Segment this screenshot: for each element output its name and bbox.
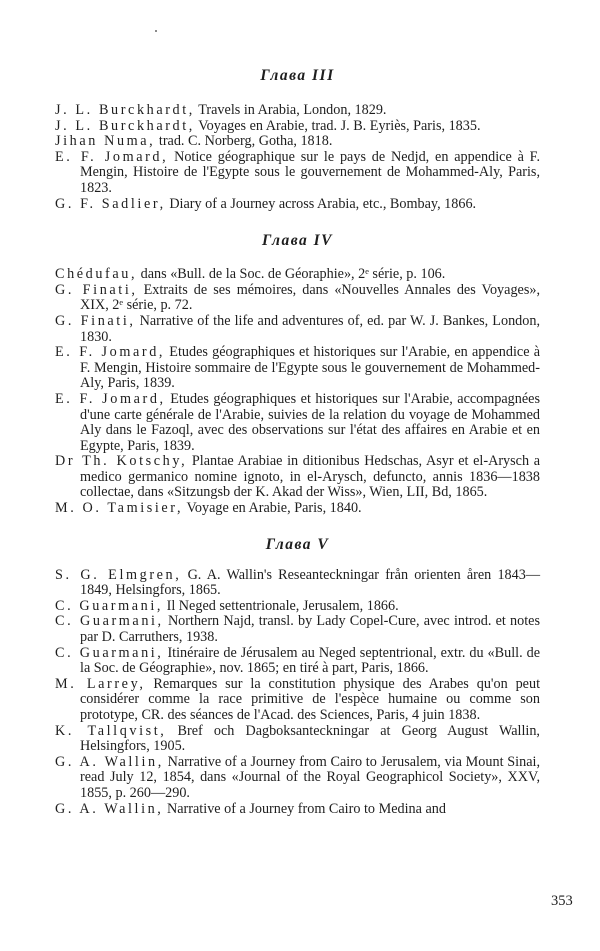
bibliography-entry [55,345,540,392]
bibliography-entry [55,134,540,150]
bibliography-page [55,0,573,909]
chapter-4-heading: Глава IV [261,232,334,250]
bibliography-entry [55,103,540,119]
entry-author: G. A. Wallin, [55,753,164,770]
bibliography-entry [55,197,540,213]
entry-text: Etudes géographiques et historiques sur l'Arabie, en appendice à F. Mengin, Histoire sommaire de l'Egypte sous le gouvernement de Mohammed-Aly, Paris, 1839. [80,344,540,392]
entry-author: C. Guarmani, [55,597,164,614]
entry-text: Extraits de ses mémoires, dans «Nouvelles Annales des Voyages», XIX, 2ᵉ série, p. 72. [80,281,540,314]
chapter-3-entries [55,103,540,212]
chapter-5-heading: Глава V [265,535,330,553]
entry-text: Voyage en Arabie, Paris, 1840. [183,500,362,517]
entry-text: Voyages en Arabie, trad. J. B. Eyriès, Paris, 1835. [194,117,481,134]
entry-text: Plantae Arabiae in ditionibus Hedschas, Asyr et el-Arysch a medico germanico nomine ignoto, in el-Arysch, defuncto, annis 1836—1838 collectae, dans «Sitzungsb der K. Akad der Wiss», Wien, LII, Bd, 1865. [80,453,540,501]
bibliography-entry [55,150,540,197]
chapter-4-entries [55,267,540,517]
bibliography-entry [55,392,540,454]
entry-author: M. O. Tamisier, [55,500,184,517]
entry-author: E. F. Jomard, [55,390,166,407]
entry-author: Chédufau, [55,266,138,283]
entry-text: Narrative of a Journey from Cairo to Medina and [163,800,446,817]
bibliography-entry [55,724,540,755]
entry-author: E. F. Jomard, [55,148,169,165]
entry-text: Bref och Dagboksanteckningar at Georg August Wallin, Helsingfors, 1905. [80,722,540,755]
entry-text: Travels in Arabia, London, 1829. [194,102,387,118]
bibliography-entry [55,568,540,599]
entry-author: Dr Th. Kotschy, [55,453,188,470]
entry-author: C. Guarmani, [55,644,164,661]
bibliography-entry [55,599,540,615]
entry-author: K. Tallqvist, [55,722,167,739]
page-number: 353 [551,893,573,909]
bibliography-entry [55,454,540,501]
bibliography-entry [55,646,540,677]
bibliography-entry [55,614,540,645]
entry-text: G. A. Wallin's Reseanteckningar från orienten åren 1843—1849, Helsingfors, 1865. [80,566,541,599]
entry-text: Northern Najd, transl. by Lady Copel-Cure, avec introd. et notes par D. Carruthers, 1938. [80,613,540,646]
entry-author: G. F. Sadlier, [55,195,166,212]
entry-text: trad. C. Norberg, Gotha, 1818. [155,133,333,150]
entry-author: G. Finati, [55,312,136,329]
entry-author: E. F. Jomard, [55,344,166,361]
bibliography-entry [55,677,540,724]
bibliography-entry [55,755,540,802]
entry-text: dans «Bull. de la Soc. de Géoraphie», 2ᵉ série, p. 106. [137,266,446,283]
entry-author: J. L. Burckhardt, [55,102,195,118]
chapter-3-heading: Глава III [260,67,335,84]
chapter-5-entries [55,568,540,818]
entry-author: S. G. Elmgren, [55,566,182,583]
entry-text: Notice géographique sur le pays de Nedjd, en appendice à F. Mengin, Histoire de l'Egypte sous le gouvernement de Mohammed-Aly, Paris, 1823. [80,148,540,196]
entry-text: Il Neged settentrionale, Jerusalem, 1866. [163,597,399,614]
entry-text: Etudes géographiques et historiques sur l'Arabie, accompagnées d'une carte générale de l'Arabie, suivies de la relation du voyage de Mohammed Aly dans le Fazoql, avec des observations sur l'état des affaires en Arabie et en Egypte, Paris, 1839. [80,390,540,454]
entry-text: Itinéraire de Jérusalem au Neged septentrional, extr. du «Bull. de la Soc. de Géographie», nov. 1865; en tiré à part, Paris, 1866. [80,644,540,677]
entry-author: J. L. Burckhardt, [55,117,195,134]
bibliography-entry [55,802,540,818]
entry-author: C. Guarmani, [55,613,164,630]
bibliography-entry [55,501,540,517]
entry-author: M. Larrey, [55,675,146,692]
entry-author: G. A. Wallin, [55,800,164,817]
bibliography-entry [55,267,540,283]
bibliography-entry [55,314,540,345]
bibliography-entry [55,283,540,314]
entry-text: Diary of a Journey across Arabia, etc., Bombay, 1866. [165,195,477,212]
entry-author: G. Finati, [55,281,138,298]
entry-text: Narrative of a Journey from Cairo to Jerusalem, via Mount Sinai, read July 12, 1854, dans «Journal of the Royal Geographicol Society», XXV, 1855, p. 260—290. [80,753,540,801]
bibliography-entry [55,119,540,135]
entry-text: Remarques sur la constitution physique des Arabes qu'on peut considérer comme la race primitive de l'espèce humaine ou comme son prototype, CR. des séances de l'Acad. des Sciences, Paris, 4 juin 1838. [80,675,541,723]
entry-text: Narrative of the life and adventures of, ed. par W. J. Bankes, London, 1830. [80,312,540,345]
entry-author: Jihan Numa, [55,133,156,150]
